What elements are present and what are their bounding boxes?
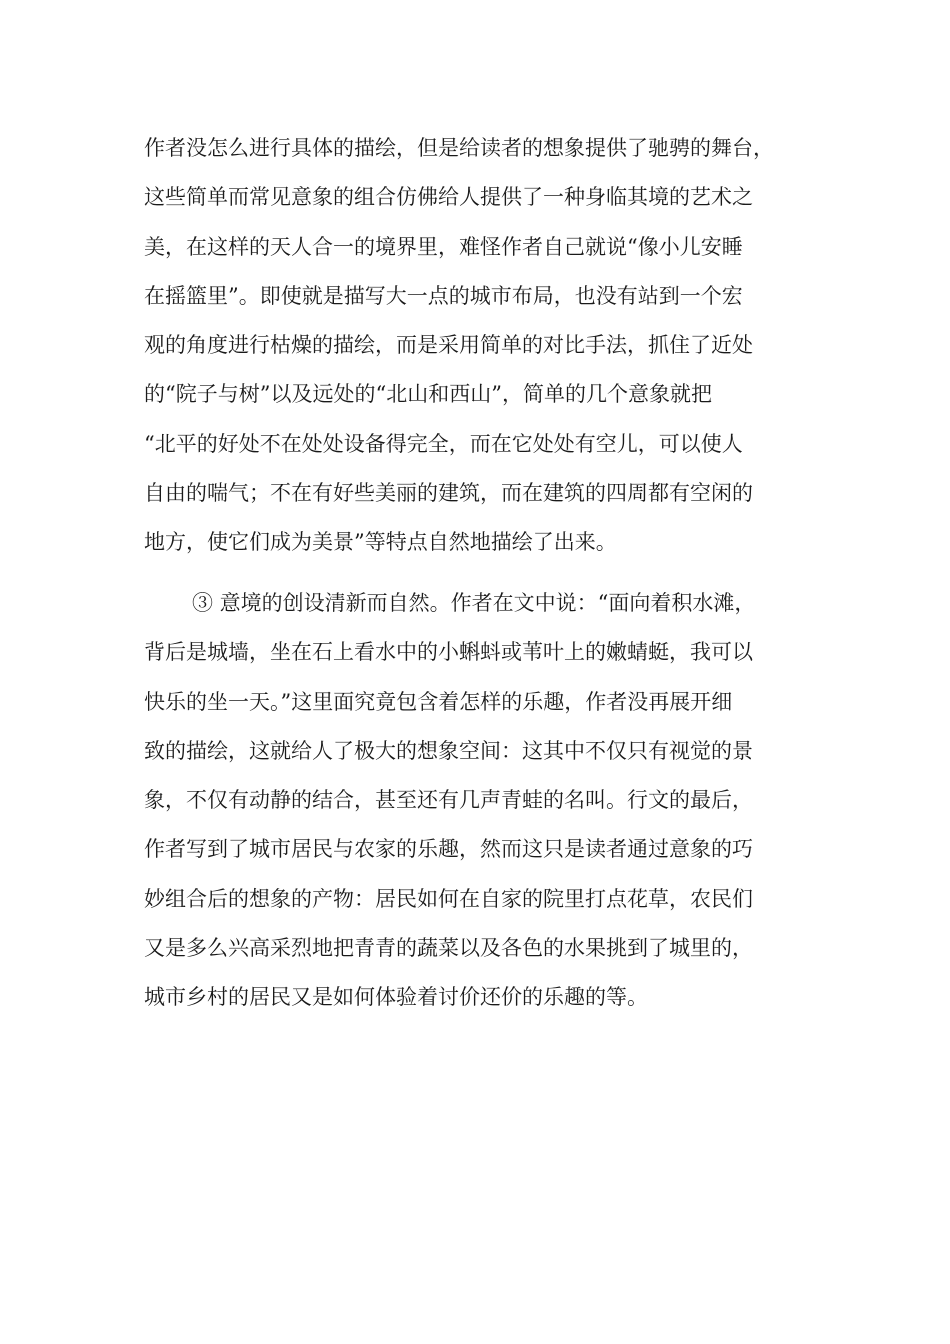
text-line: 在摇篮里”。即使就是描写大一点的城市布局，也没有站到一个宏 xyxy=(144,283,743,308)
text-line: 美，在这样的天人合一的境界里，难怪作者自己就说“像小儿安睡 xyxy=(144,234,743,259)
text-line: 象，不仅有动静的结合，甚至还有几声青蛙的名叫。行文的最后， xyxy=(144,788,753,813)
text-line: ③ 意境的创设清新而自然。作者在文中说：“面向着积水滩， xyxy=(192,591,756,615)
text-line: 地方，使它们成为美景”等特点自然地描绘了出来。 xyxy=(144,530,617,555)
text-line: 又是多么兴高采烈地把青青的蔬菜以及各色的水果挑到了城里的， xyxy=(144,936,753,961)
text-line: 致的描绘，这就给人了极大的想象空间：这其中不仅只有视觉的景 xyxy=(144,738,753,763)
text-line: 这些简单而常见意象的组合仿佛给人提供了一种身临其境的艺术之 xyxy=(144,185,753,210)
text-line: 自由的喘气；不在有好些美丽的建筑，而在建筑的四周都有空闲的 xyxy=(144,481,753,506)
text-line: “北平的好处不在处处设备得完全，而在它处处有空儿，可以使人 xyxy=(144,431,743,456)
text-line: 作者写到了城市居民与农家的乐趣，然而这只是读者通过意象的巧 xyxy=(144,837,753,862)
text-line: 妙组合后的想象的产物：居民如何在自家的院里打点花草，农民们 xyxy=(144,886,753,911)
text-line: 城市乡村的居民又是如何体验着讨价还价的乐趣的等。 xyxy=(144,985,648,1010)
text-line: 的“院子与树”以及远处的“北山和西山”，简单的几个意象就把 xyxy=(144,382,712,407)
text-line: 背后是城墙，坐在石上看水中的小蝌蚪或苇叶上的嫩蜻蜓，我可以 xyxy=(144,640,753,665)
text-line: 快乐的坐一天。”这里面究竟包含着怎样的乐趣，作者没再展开细 xyxy=(144,689,733,714)
paragraph-2 xyxy=(144,579,812,1023)
text-line: 观的角度进行枯燥的描绘，而是采用简单的对比手法，抓住了近处 xyxy=(144,333,753,358)
paragraph-1 xyxy=(144,124,812,568)
text-line: 作者没怎么进行具体的描绘，但是给读者的想象提供了驰骋的舞台， xyxy=(144,136,774,160)
